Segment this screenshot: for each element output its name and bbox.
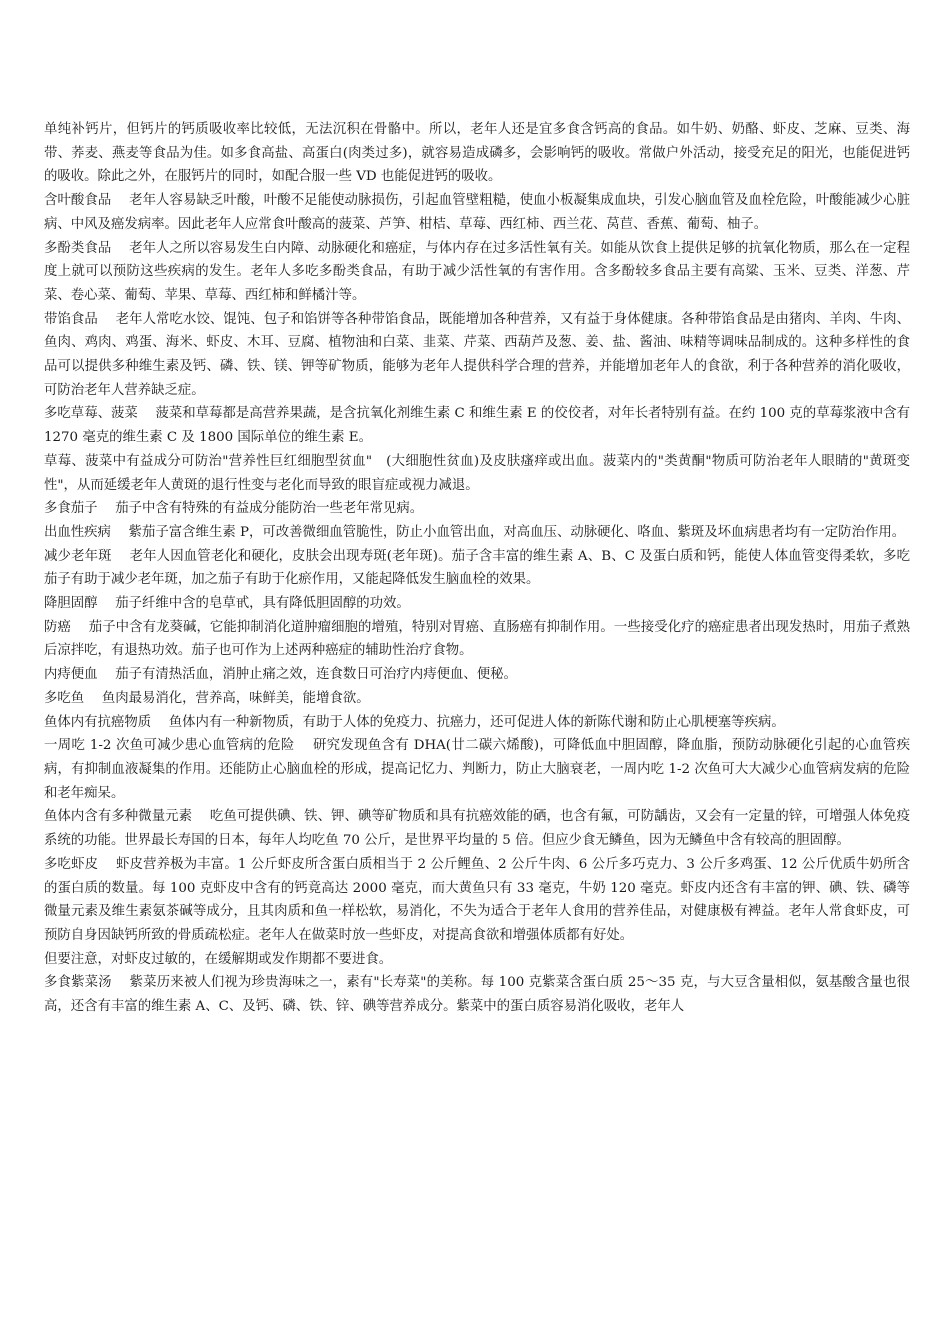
paragraph-strawberry-spinach: 多吃草莓、菠菜 菠菜和草莓都是高营养果蔬，是含抗氧化剂维生素 C 和维生素 E 的佼佼者，对年长者特别有益。在约 100 克的草莓浆液中含有 1270 毫克的维生素 C 及 1800 国际单位的维生素 E。 <box>44 406 910 446</box>
paragraph-stuffed-food: 带馅食品 老年人常吃水饺、馄饨、包子和馅饼等各种带馅食品，既能增加各种营养，又有益于身体健康。各种带馅食品是由猪肉、羊肉、牛肉、鱼肉、鸡肉、鸡蛋、海米、虾皮、木耳、豆腐、植物油和白菜、韭菜、芹菜、西葫芦及葱、姜、盐、酱油、味精等调味品制成的。这种多样性的食品可以提供多种维生素及钙、磷、铁、镁、钾等矿物质，能够为老年人提供科学合理的营养，并能增加老年人的食欲，利于各种营养的消化吸收，可防治老年人营养缺乏症。 <box>44 311 910 398</box>
paragraph-eggplant: 多食茄子 茄子中含有特殊的有益成分能防治一些老年常见病。 <box>44 501 424 517</box>
paragraph-fish-anticancer: 鱼体内有抗癌物质 鱼体内有一种新物质，有助于人体的免疫力、抗癌力，还可促进人体的新陈代谢和防止心肌梗塞等疾病。 <box>44 714 785 730</box>
paragraph-fish-minerals: 鱼体内含有多种微量元素 吃鱼可提供碘、铁、钾、碘等矿物质和具有抗癌效能的硒，也含有氟，可防龋齿，又会有一定量的锌，可增强人体免疫系统的功能。世界最长寿国的日本，每年人均吃鱼 70 公斤，是世界平均量的 5 倍。但应少食无鳞鱼，因为无鳞鱼中含有较高的胆固醇。 <box>44 809 910 849</box>
paragraph-bleeding: 出血性疾病 紫茄子富含维生素 P，可改善微细血管脆性，防止小血管出血，对高血压、动脉硬化、咯血、紫斑及坏血病患者均有一定防治作用。 <box>44 524 906 540</box>
paragraph-age-spots: 减少老年斑 老年人因血管老化和硬化，皮肤会出现寿斑(老年斑)。茄子含丰富的维生素 A、B、C 及蛋白质和钙，能使人体血管变得柔软，多吃茄子有助于减少老年斑，加之茄子有助于化瘀作用，又能起降低发生脑血栓的效果。 <box>44 548 910 588</box>
paragraph-shrimp-caution: 但要注意，对虾皮过敏的，在缓解期或发作期都不要进食。 <box>44 951 393 967</box>
paragraph-shrimp: 多吃虾皮 虾皮营养极为丰富。1 公斤虾皮所含蛋白质相当于 2 公斤鲤鱼、2 公斤牛肉、6 公斤多巧克力、3 公斤多鸡蛋、12 公斤优质牛奶所含的蛋白质的数量。每 100 克虾皮中含有的钙竟高达 2000 毫克，而大黄鱼只有 33 毫克，牛奶 120 毫克。虾皮内还含有丰富的钾、碘、铁、磷等微量元素及维生素氨茶碱等成分，且其肉质和鱼一样松软，易消化，不失为适合于老年人食用的营养佳品，对健康极有裨益。老年人常食虾皮，可预防自身因缺钙所致的骨质疏松症。老年人在做菜时放一些虾皮，对提高食欲和增强体质都有好处。 <box>44 856 910 943</box>
paragraph-fish-weekly: 一周吃 1-2 次鱼可减少患心血管病的危险 研究发现鱼含有 DHA(廿二碳六烯酸)，可降低血中胆固醇，降血脂，预防动脉硬化引起的心血管疾病，有抑制血液凝集的作用。还能防止心脑血栓的形成，提高记忆力、判断力，防止大脑衰老，一周内吃 1-2 次鱼可大大减少心血管病发病的危险和老年痴呆。 <box>44 738 910 801</box>
paragraph-seaweed: 多食紫菜汤 紫菜历来被人们视为珍贵海味之一，素有"长寿菜"的美称。每 100 克紫菜含蛋白质 25～35 克，与大豆含量相似，氨基酸含量也很高，还含有丰富的维生素 A、C、及钙、磷、铁、锌、碘等营养成分。紫菜中的蛋白质容易消化吸收，老年人 <box>44 975 910 1015</box>
paragraph-hemorrhoids: 内痔便血 茄子有清热活血，消肿止痛之效，连食数日可治疗内痔便血、便秘。 <box>44 667 517 683</box>
paragraph-calcium: 单纯补钙片，但钙片的钙质吸收率比较低，无法沉积在骨骼中。所以，老年人还是宜多食含钙高的食品。如牛奶、奶酪、虾皮、芝麻、豆类、海带、荞麦、燕麦等食品为佳。如多食高盐、高蛋白(肉类过多)，就容易造成磷多，会影响钙的吸收。常做户外活动，接受充足的阳光，也能促进钙的吸收。除此之外，在服钙片的同时，如配合服一些 VD 也能促进钙的吸收。 <box>44 122 910 185</box>
paragraph-folic-acid: 含叶酸食品 老年人容易缺乏叶酸，叶酸不足能使动脉损伤，引起血管壁粗糙，使血小板凝集成血块，引发心脑血管及血栓危险，叶酸能减少心脏病、中风及癌发病率。因此老年人应常食叶酸高的菠菜、芦笋、柑桔、草莓、西红柿、西兰花、莴苣、香蕉、葡萄、柚子。 <box>44 193 910 232</box>
paragraph-cancer: 防癌 茄子中含有龙葵碱，它能抑制消化道肿瘤细胞的增殖，特别对胃癌、直肠癌有抑制作用。一些接受化疗的癌症患者出现发热时，用茄子煮熟后凉拌吃，有退热功效。茄子也可作为上述两种癌症的辅助性治疗食物。 <box>44 619 910 659</box>
paragraph-fish: 多吃鱼 鱼肉最易消化，营养高，味鲜美，能增食欲。 <box>44 690 370 706</box>
paragraph-cholesterol: 降胆固醇 茄子纤维中含的皂草甙，具有降低胆固醇的功效。 <box>44 596 410 612</box>
document-body <box>44 118 910 1019</box>
paragraph-polyphenols: 多酚类食品 老年人之所以容易发生白内障、动脉硬化和癌症，与体内存在过多活性氧有关。如能从饮食上提供足够的抗氧化物质，那么在一定程度上就可以预防这些疾病的发生。老年人多吃多酚类食品，有助于减少活性氧的有害作用。含多酚较多食品主要有高粱、玉米、豆类、洋葱、芹菜、卷心菜、葡萄、苹果、草莓、西红柿和鲜橘汁等。 <box>44 240 910 303</box>
paragraph-anemia: 草莓、菠菜中有益成分可防治"营养性巨红细胞型贫血" (大细胞性贫血)及皮肤瘙痒或出血。菠菜内的"类黄酮"物质可防治老年人眼睛的"黄斑变性"，从而延缓老年人黄斑的退行性变与老化而导致的眼盲症或视力减退。 <box>44 453 910 493</box>
